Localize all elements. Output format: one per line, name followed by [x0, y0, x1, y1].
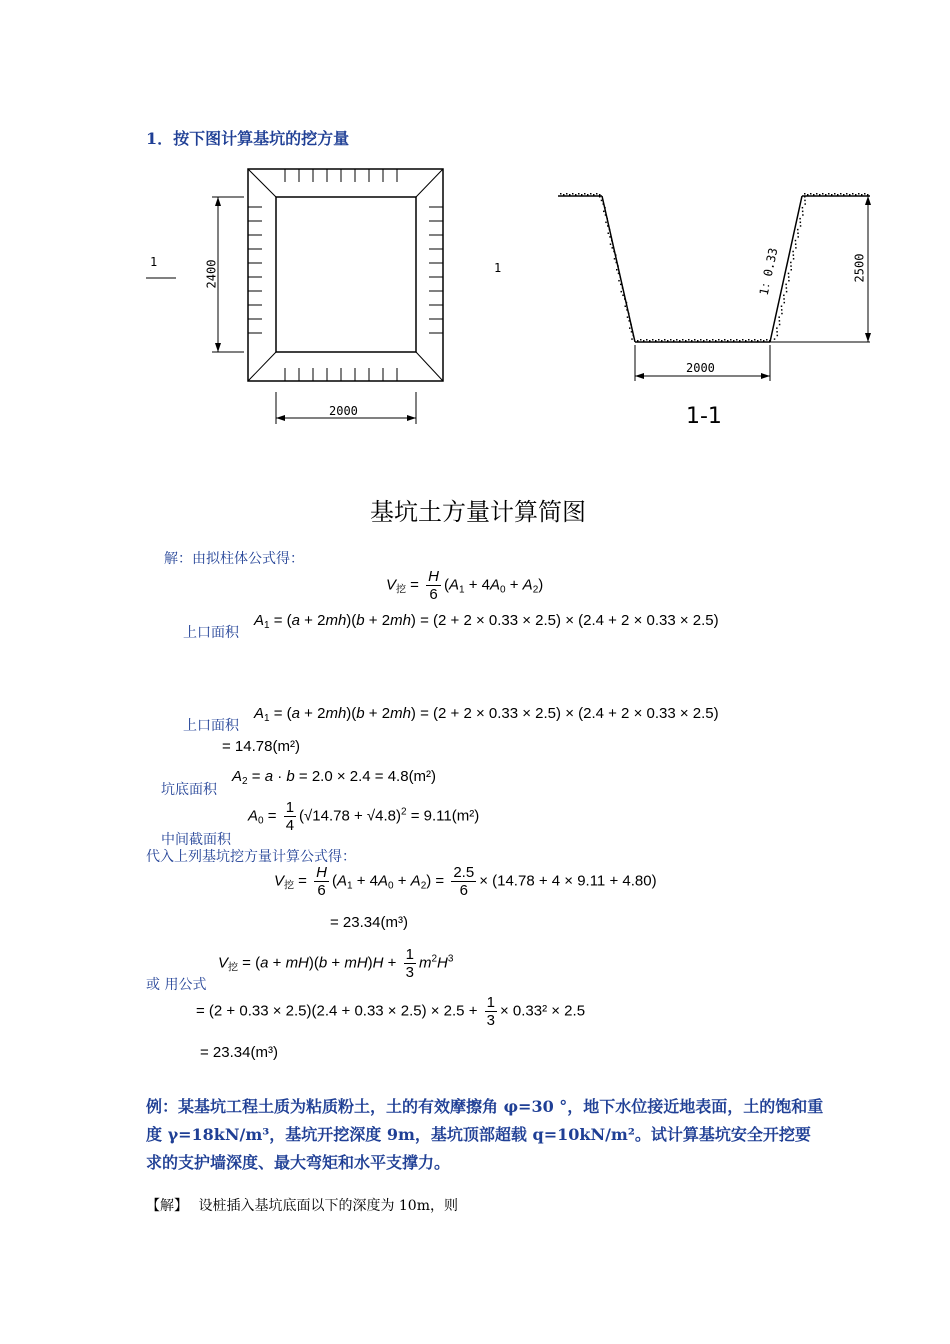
soil-texture	[605, 214, 607, 216]
soil-texture	[664, 339, 666, 341]
soil-texture	[624, 298, 626, 300]
soil-texture	[596, 193, 598, 195]
soil-texture	[603, 203, 605, 205]
soil-texture	[736, 339, 738, 341]
soil-texture	[781, 306, 783, 308]
soil-texture	[783, 295, 785, 297]
soil-texture	[676, 339, 678, 341]
soil-texture	[804, 196, 806, 198]
soil-texture	[807, 194, 809, 196]
soil-texture	[792, 251, 794, 253]
soil-texture	[622, 295, 624, 297]
soil-texture	[646, 339, 648, 341]
soil-texture	[563, 194, 565, 196]
soil-texture	[804, 200, 806, 202]
soil-texture	[712, 339, 714, 341]
soil-texture	[566, 193, 568, 195]
soil-texture	[697, 340, 699, 342]
soil-texture	[610, 243, 612, 245]
soil-texture	[783, 298, 785, 300]
soil-texture	[793, 258, 795, 260]
soil-texture	[709, 340, 711, 342]
soil-texture	[609, 236, 611, 238]
soil-texture	[603, 211, 605, 213]
soil-texture	[802, 211, 804, 213]
soil-texture	[590, 193, 592, 195]
soil-texture	[800, 225, 802, 227]
label-substitute: 代入上列基坑挖方量计算公式得：	[146, 849, 356, 865]
soil-texture	[813, 194, 815, 196]
soil-texture	[626, 302, 628, 304]
volume-result: = 23.34(m³)	[330, 914, 408, 931]
soil-texture	[727, 340, 729, 342]
soil-texture	[640, 339, 642, 341]
soil-texture	[569, 194, 571, 196]
bottom-area-formula: $A_2 = a \cdot b = 2.0 \times 2.4 = 4.8(m^2)$	[232, 768, 437, 787]
soil-texture	[763, 340, 765, 342]
soil-texture	[781, 313, 783, 315]
soil-texture	[667, 340, 669, 342]
soil-texture	[791, 269, 793, 271]
soil-texture	[804, 203, 806, 205]
soil-texture	[721, 340, 723, 342]
label-middle-area: 中间截面积	[161, 832, 231, 848]
soil-texture	[700, 339, 702, 341]
soil-texture	[779, 324, 781, 326]
soil-texture	[608, 233, 610, 235]
soil-texture	[800, 222, 802, 224]
soil-texture	[786, 287, 788, 289]
soil-texture	[840, 193, 842, 195]
soil-texture	[618, 273, 620, 275]
soil-texture	[748, 339, 750, 341]
soil-texture	[742, 339, 744, 341]
soil-texture	[679, 340, 681, 342]
soil-texture	[739, 340, 741, 342]
soil-texture	[788, 276, 790, 278]
soil-texture	[625, 306, 627, 308]
soil-texture	[618, 280, 620, 282]
volume-rhs: × (14.78 + 4 × 9.11 + 4.80)	[479, 872, 657, 890]
soil-texture	[621, 291, 623, 293]
upper-area-formula-1: $A_1 = (a + 2mh)(b + 2mh) = (2 + 2 \times 0.33 \times 2.5) \times (2.4 + 2 \times 0.33 \times 2.5)$	[254, 612, 719, 631]
section-dim-width: 2000	[686, 361, 715, 375]
soil-texture	[578, 193, 580, 195]
soil-texture	[613, 251, 615, 253]
soil-texture	[615, 254, 617, 256]
soil-texture	[611, 240, 613, 242]
upper-area-formula-2: $A_1 = (a + 2mh)(b + 2mh) = (2 + 2 \times 0.33 \times 2.5) \times (2.4 + 2 \times 0.33 \times 2.5)$	[254, 705, 719, 724]
soil-texture	[724, 339, 726, 341]
soil-texture	[779, 320, 781, 322]
soil-texture	[584, 193, 586, 195]
alt-volume-line2-tail: × 0.33² × 2.5	[499, 1002, 586, 1020]
soil-texture	[620, 284, 622, 286]
soil-texture	[802, 207, 804, 209]
soil-texture	[609, 229, 611, 231]
soil-texture	[867, 194, 869, 196]
soil-texture	[819, 194, 821, 196]
soil-texture	[649, 340, 651, 342]
soil-texture	[788, 280, 790, 282]
soil-texture	[784, 302, 786, 304]
soil-texture	[785, 284, 787, 286]
section-view-drawing	[552, 185, 882, 385]
soil-texture	[599, 194, 601, 196]
soil-texture	[790, 265, 792, 267]
soil-texture	[849, 194, 851, 196]
soil-texture	[810, 193, 812, 195]
label-upper-area-1: 上口面积	[183, 625, 239, 641]
soil-texture	[788, 273, 790, 275]
soil-texture	[855, 194, 857, 196]
soil-texture	[754, 339, 756, 341]
example-paragraph: 例：某基坑工程土质为粘质粉土，土的有效摩擦角 φ=30 °，地下水位接近地表面，土的饱和重度 γ=18kN/m³，基坑开挖深度 9m，基坑顶部超载 q=10kN/m²。试计算基坑安全开挖要求的支护墙深度、最大弯矩和水平支撑力。	[146, 1097, 824, 1172]
soil-texture	[777, 335, 779, 337]
soil-texture	[837, 194, 839, 196]
soil-texture	[604, 207, 606, 209]
alt-volume-result: = 23.34(m³)	[200, 1044, 278, 1061]
label-bottom-area: 坑底面积	[161, 782, 217, 798]
volume-formula: $V_挖$ = $\frac{H}{6}$ $(A_1 + 4A_0 + A_2)$ = $\frac{2.5}{6}$ × (14.78 + 4 × 9.11 + 4.80)	[274, 864, 657, 899]
section-mark-left: 1	[150, 255, 158, 269]
soil-texture	[626, 309, 628, 311]
soil-texture	[776, 327, 778, 329]
soil-texture	[778, 316, 780, 318]
soil-texture	[795, 240, 797, 242]
section-mark-right: 1	[494, 261, 502, 275]
soil-texture	[846, 193, 848, 195]
soil-texture	[629, 320, 631, 322]
soil-texture	[643, 340, 645, 342]
soil-texture	[751, 340, 753, 342]
soil-texture	[661, 340, 663, 342]
soil-texture	[685, 340, 687, 342]
soil-texture	[631, 338, 633, 340]
soil-texture	[797, 236, 799, 238]
soil-texture	[652, 339, 654, 341]
soil-texture	[799, 218, 801, 220]
upper-area-rhs-2: (2 + 2 × 0.33 × 2.5) × (2.4 + 2 × 0.33 × 2.5)	[433, 705, 719, 722]
soil-texture	[599, 196, 601, 198]
label-upper-area-2: 上口面积	[183, 718, 239, 734]
soil-texture	[673, 340, 675, 342]
soil-texture	[616, 269, 618, 271]
soil-texture	[633, 335, 635, 337]
soil-texture	[790, 262, 792, 264]
soil-texture	[834, 193, 836, 195]
soil-texture	[730, 339, 732, 341]
soil-texture	[816, 193, 818, 195]
soil-texture	[688, 339, 690, 341]
middle-area-rhs: = 9.11(m²)	[410, 807, 480, 825]
prismoid-formula: $V_挖$ = $\frac{H}{6}$ $(A_1 + 4A_0 + A_2)$	[386, 568, 544, 603]
soil-texture	[622, 287, 624, 289]
soil-texture	[822, 193, 824, 195]
soil-texture	[637, 340, 639, 342]
soil-texture	[718, 339, 720, 341]
soil-texture	[802, 214, 804, 216]
soil-texture	[843, 194, 845, 196]
soil-texture	[572, 193, 574, 195]
answer-line	[146, 1195, 458, 1215]
soil-texture	[828, 193, 830, 195]
soil-texture	[612, 247, 614, 249]
soil-texture	[858, 193, 860, 195]
plan-dim-vertical: 2400	[204, 259, 219, 289]
soil-texture	[703, 340, 705, 342]
soil-texture	[607, 225, 609, 227]
soil-texture	[793, 254, 795, 256]
soil-texture	[628, 313, 630, 315]
soil-texture	[620, 276, 622, 278]
section-dim-height: 2500	[852, 253, 867, 283]
soil-texture	[706, 339, 708, 341]
soil-texture	[575, 194, 577, 196]
soil-texture	[831, 194, 833, 196]
slope-label: 1：0.33	[756, 246, 781, 297]
soil-texture	[760, 339, 762, 341]
soil-texture	[627, 316, 629, 318]
soil-texture	[861, 194, 863, 196]
soil-texture	[605, 222, 607, 224]
soil-texture	[715, 340, 717, 342]
soil-texture	[852, 193, 854, 195]
soil-texture	[607, 218, 609, 220]
upper-area-result: = 14.78(m²)	[222, 738, 300, 755]
soil-texture	[769, 340, 771, 342]
soil-texture	[658, 339, 660, 341]
soil-texture	[617, 265, 619, 267]
soil-texture	[691, 340, 693, 342]
soil-texture	[786, 291, 788, 293]
section-heading: 1．按下图计算基坑的挖方量	[146, 129, 350, 148]
alt-volume-line2: = (2 + 0.33 × 2.5)(2.4 + 0.33 × 2.5) × 2.5 +	[196, 1002, 478, 1020]
soil-texture	[630, 324, 632, 326]
soil-texture	[601, 200, 603, 202]
middle-area-formula: $A_0$ = $\frac{1}{4}$ $(√14.78 + √4.8)^2 = 9.11(m^2)$	[248, 799, 480, 834]
soil-texture	[745, 340, 747, 342]
soil-texture	[795, 247, 797, 249]
alt-volume-substitution: = (2 + 0.33 × 2.5)(2.4 + 0.33 × 2.5) × 2.5 + $\frac{1}{3}$ × 0.33² × 2.5	[196, 994, 586, 1029]
soil-texture	[757, 340, 759, 342]
soil-texture	[825, 194, 827, 196]
soil-texture	[774, 338, 776, 340]
soil-texture	[776, 331, 778, 333]
soil-texture	[733, 340, 735, 342]
soil-texture	[781, 309, 783, 311]
soil-texture	[797, 233, 799, 235]
soil-texture	[804, 193, 806, 195]
soil-texture	[616, 262, 618, 264]
soil-texture	[655, 340, 657, 342]
soil-texture	[694, 339, 696, 341]
soil-texture	[631, 331, 633, 333]
label-or-formula: 或 用公式	[146, 977, 207, 993]
soil-texture	[795, 243, 797, 245]
soil-texture	[560, 193, 562, 195]
soil-texture	[614, 258, 616, 260]
soil-texture	[766, 339, 768, 341]
alt-volume-formula: $V_挖 = (a + mH)(b + mH)H$ + $\frac{1}{3}$ $m^2H^3$	[218, 946, 454, 981]
answer-text: 设桩插入基坑底面以下的深度为 10m，则	[198, 1198, 458, 1214]
soil-texture	[593, 194, 595, 196]
section-label: 1-1	[686, 404, 722, 429]
soil-texture	[682, 339, 684, 341]
figure-title: 基坑土方量计算简图	[370, 498, 586, 526]
solution-intro: 解：由拟柱体公式得：	[164, 551, 304, 567]
soil-texture	[670, 339, 672, 341]
soil-texture	[797, 229, 799, 231]
answer-tag: 【解】	[146, 1198, 188, 1214]
soil-texture	[587, 194, 589, 196]
soil-texture	[864, 193, 866, 195]
plan-view-drawing	[140, 160, 460, 430]
bottom-area-rhs: = 2.0 × 2.4 = 4.8(m²)	[298, 768, 437, 785]
plan-dim-horizontal: 2000	[329, 404, 358, 418]
soil-texture	[581, 194, 583, 196]
upper-area-rhs-1: (2 + 2 × 0.33 × 2.5) × (2.4 + 2 × 0.33 × 2.5)	[433, 612, 719, 629]
soil-texture	[629, 327, 631, 329]
